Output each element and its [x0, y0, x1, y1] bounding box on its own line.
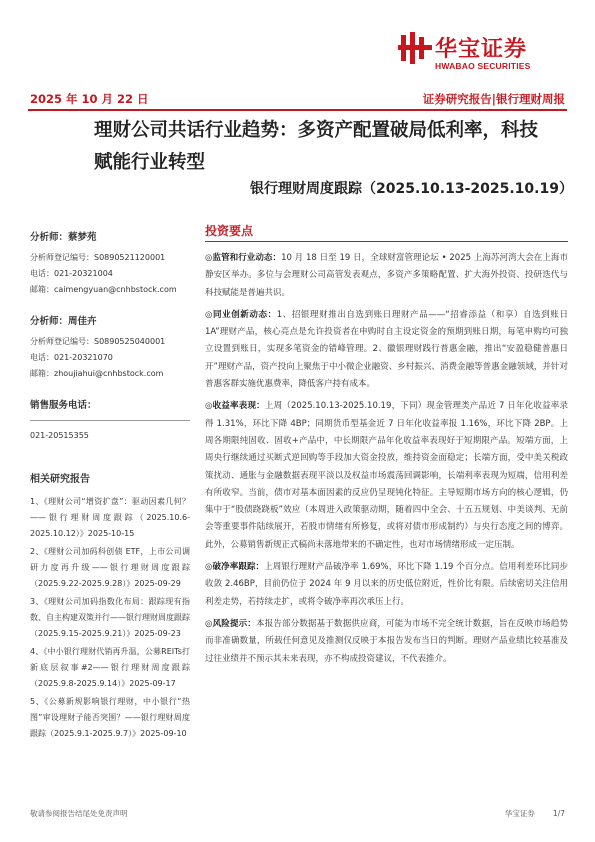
footer-disclaimer: 敬请参阅报告结尾处免责声明 — [30, 809, 128, 818]
page-number: 1/7 — [552, 809, 565, 818]
sales-heading: 销售服务电话： — [30, 400, 97, 411]
key-point-text: 1、招银理财推出自选到账日理财产品——“招睿添益（和享）自选到账日 1A”理财产品，核心亮点是允许投资者在申购时自主设定资金的预期到账日期，每笔申购均可独立设置到账日，实现多笔资金的错峰管理。2、徽银理财践行普惠金融，推出“安盈稳健普惠日开”理财产品，资产投向上聚焦于中小微企业融资、乡村振兴、消费金融等普惠金融领域，并针对普惠客群实施优惠费率，降低客户持有成本。 — [205, 309, 568, 390]
related-report-item[interactable]: 4、《中小银行理财代销再升温，公募REITs打新底层叙事#2——银行理财周度跟踪（2025.9.8-2025.9.14）》2025-09-17 — [30, 647, 190, 688]
analyst-cert: 分析师登记编号：S0890521120001 — [30, 253, 166, 262]
footer-right — [487, 808, 565, 819]
key-point-paragraph — [205, 616, 568, 668]
key-point-text: 上周银行理财产品破净率 1.69%，环比下降 1.19 个百分点。信用利差环比同步收敛 2.46BP，目前仍位于 2024 年 9 月以来的历史低位附近，性价比有限。后续密切关注信用利差走势，若持续走扩，或将令破净率再次承压上行。 — [205, 562, 568, 607]
key-point-lead: 收益率表现： — [212, 401, 265, 412]
key-points-section — [205, 222, 568, 673]
related-report-item[interactable]: 2、《理财公司加码科创债 ETF，上市公司调研力度再升级——银行理财周度跟踪（2025.9.22-2025.9.28）》2025-09-29 — [30, 547, 190, 588]
analyst-email[interactable]: 邮箱：caimengyuan@cnhbstock.com — [30, 285, 177, 294]
related-report-item[interactable]: 1、《理财公司“增资扩盘”：驱动因素几何？——银行理财周度跟踪（2025.10.6-2025.10.12）》2025-10-15 — [30, 497, 190, 538]
header-divider — [28, 109, 567, 111]
report-date: 2025 年 10 月 22 日 — [30, 92, 149, 106]
key-point-paragraph — [205, 250, 568, 302]
key-point-text: 上周（2025.10.13-2025.10.19，下同）现金管理类产品近 7 日年化收益率录得 1.31%，环比下降 4BP；同期货币型基金近 7 日年化收益率报 1.16%，环比下降 2BP。上周各期限纯固收、固收+产品中，中长期限产品年化收益率表现好于短期限产品。短端方面，上周央行继续通过买断式逆回购等手段加大资金投放，维持资金面稳定；长端方面，受中美关税政策扰动、通胀与金融数据表现平淡以及权益市场震荡回调影响，长端利率表现为短端，信用利差有所收窄。当前，债市对基本面因素的反应仍呈现钝化特征。主导短期市场方向的核心逻辑，仍集中于“股债跷跷板”效应（本周进入政策驱动期，随着四中全会、十五五规划、中美谈判、无前会等重要事件陆续展开，若股市情绪有所修复，或将对债市形成制约）与央行态度之间的博弈。此外，公募销售新规正式稿尚未落地带来的不确定性，也对市场情绪形成一定压制。 — [205, 401, 568, 550]
key-point-lead: 破净率跟踪： — [212, 562, 265, 573]
company-logo — [398, 29, 568, 77]
related-reports-heading: 相关研究报告 — [30, 474, 90, 485]
key-point-lead: 同业创新动态： — [213, 309, 277, 320]
analyst-phone: 电话：021-20321004 — [30, 269, 113, 278]
bullet-icon: ◎ — [205, 253, 213, 263]
logo-chinese-name: 华宝证券 — [435, 37, 528, 62]
key-point-paragraph — [205, 398, 568, 554]
key-point-lead: 风险提示： — [212, 618, 256, 629]
sidebar-divider — [30, 420, 190, 421]
sales-phone: 021-20515355 — [30, 431, 89, 440]
key-point-text: 本报告部分数据基于数据供应商，可能为市场不完全统计数据，旨在反映市场趋势而非准确数量，所载任何意见及推测仅反映于本报告发布当日的判断。理财产品业绩比较基准及过往业绩并不预示其未来表现，亦不构成投资建议，不代表推介。 — [205, 618, 568, 664]
analyst-phone: 电话：021-20321070 — [30, 353, 113, 362]
bullet-icon: ◎ — [205, 401, 213, 412]
key-point-text: 10 月 18 日至 19 日，全球财富管理论坛 • 2025 上海苏河湾大会在上海市静安区举办。多位与会理财公司高管发表观点，多资产多策略配置、扩大海外投资、投研迭代与科技赋能是普遍共识。 — [205, 253, 568, 298]
analyst-email[interactable]: 邮箱：zhoujiahui@cnhbstock.com — [30, 369, 164, 378]
related-report-item[interactable]: 5、《公募新规影响银行理财，中小银行“热图”审设理财子能否突围？——银行理财周度跟踪（2025.9.1-2025.9.7）》2025-09-10 — [30, 697, 190, 738]
key-point-paragraph — [205, 307, 568, 393]
key-point-lead: 监管和行业动态： — [212, 253, 282, 263]
bullet-icon: ◎ — [205, 618, 213, 629]
hwabao-logo-icon — [398, 31, 432, 65]
sidebar — [30, 230, 190, 744]
analyst-card — [30, 230, 190, 298]
key-point-paragraph — [205, 559, 568, 611]
analyst-name: 分析师：周佳卉 — [30, 316, 97, 327]
logo-english-name: HWABAO SECURITIES — [435, 61, 531, 71]
bullet-icon: ◎ — [205, 562, 213, 573]
analyst-name: 分析师：蔡梦苑 — [30, 232, 97, 243]
report-title: 理财公司共话行业趋势：多资产配置破局低利率，科技赋能行业转型 — [94, 120, 539, 173]
analyst-cert: 分析师登记编号：S0890525040001 — [30, 337, 166, 346]
analyst-card — [30, 314, 190, 382]
section-divider — [205, 241, 568, 242]
bullet-icon: ◎ — [205, 309, 214, 320]
related-report-item[interactable]: 3、《理财公司加码指数化布局：跟踪现有指数、自主构建双策并行——银行理财周度跟踪（2025.9.15-2025.9.21）》2025-09-23 — [30, 597, 190, 638]
key-points-heading: 投资要点 — [205, 224, 254, 238]
report-subtitle: 银行理财周度跟踪（2025.10.13-2025.10.19） — [250, 181, 573, 197]
report-series: 证券研究报告|银行理财周报 — [422, 92, 565, 106]
footer-brand: 华宝证券 — [504, 809, 535, 818]
